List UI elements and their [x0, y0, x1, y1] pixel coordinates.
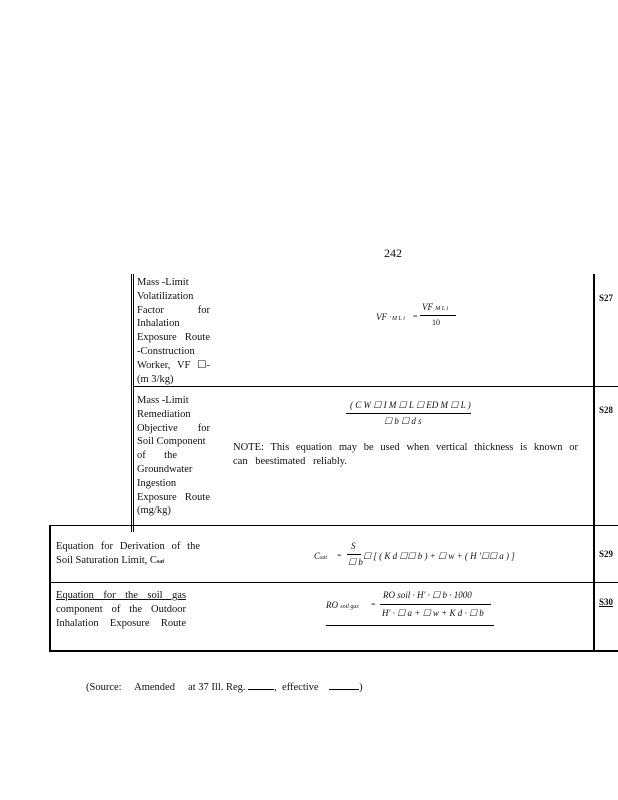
s30-fraction-line — [380, 604, 491, 605]
s29-label: Equation for Derivation of the Soil Saturation Limit, Csat — [56, 541, 200, 566]
table-left-border — [49, 525, 51, 650]
s27-fraction-line — [420, 315, 456, 316]
s29-equation: Csat = S ☐ b ☐ [ ( K d ☐☐ b ) + ☐ w + ( H '☐☐ a ) ] — [314, 541, 515, 567]
s30-equation: RO soil gas = RO soil · H' · ☐ b · 1000 H' · ☐ a + ☐ w + K d · ☐ b — [326, 590, 506, 628]
s28-number: S28 — [599, 405, 614, 415]
s28-note: NOTE: This equation may be used when vertical thickness is known or — [233, 442, 578, 453]
source-note: (Source: Amended at 37 Ill. Reg. , effective ) — [86, 682, 363, 693]
s30-number: S30 — [599, 597, 614, 607]
s29-bracket-term: ☐ [ ( K d ☐☐ b ) + ☐ w + ( H '☐☐ a ) ] — [363, 551, 515, 561]
effective-date-blank — [329, 680, 359, 690]
s28-equation — [346, 400, 486, 434]
s28-fraction-line — [346, 413, 471, 414]
s28-numerator: ( C W ☐ I M ☐ L ☐ ED M ☐ L ) — [350, 400, 471, 410]
inner-column-border-2 — [133, 274, 134, 532]
s30-numerator: RO soil · H' · ☐ b · 1000 — [383, 590, 472, 600]
s27-label: Mass -Limit Volatilization Factor for Inhalation Exposure Route -Construction Worker, VF ☐- (m 3/kg) — [137, 277, 210, 385]
inner-column-border — [131, 274, 132, 532]
page-number: 242 — [384, 246, 402, 260]
s30-label: Equation for the soil gas component of the Outdoor Inhalation Exposure Route — [56, 590, 186, 629]
s29-number: S29 — [599, 549, 614, 559]
row-divider-s28 — [49, 525, 618, 526]
s29-fraction-line — [347, 554, 361, 555]
number-column-border — [593, 274, 595, 650]
s28-label: Mass -Limit Remediation Objective for Soil Component of the Groundwater Ingestion Exposure Route (mg/kg) — [137, 395, 210, 517]
s30-denominator: H' · ☐ a + ☐ w + K d · ☐ b — [382, 608, 484, 618]
s27-lhs: VF — [376, 312, 387, 322]
register-page-blank — [248, 680, 274, 690]
s27-equation: VF ' M L i = VF M L i 10 — [376, 302, 466, 332]
row-divider-s29 — [49, 582, 618, 583]
table-bottom-border — [49, 650, 618, 652]
s28-note-line2: can beestimated reliably. — [233, 456, 347, 467]
s27-number: S27 — [599, 293, 614, 303]
s30-underline — [326, 625, 494, 626]
s28-denominator: ☐ b ☐ d s — [384, 416, 422, 426]
